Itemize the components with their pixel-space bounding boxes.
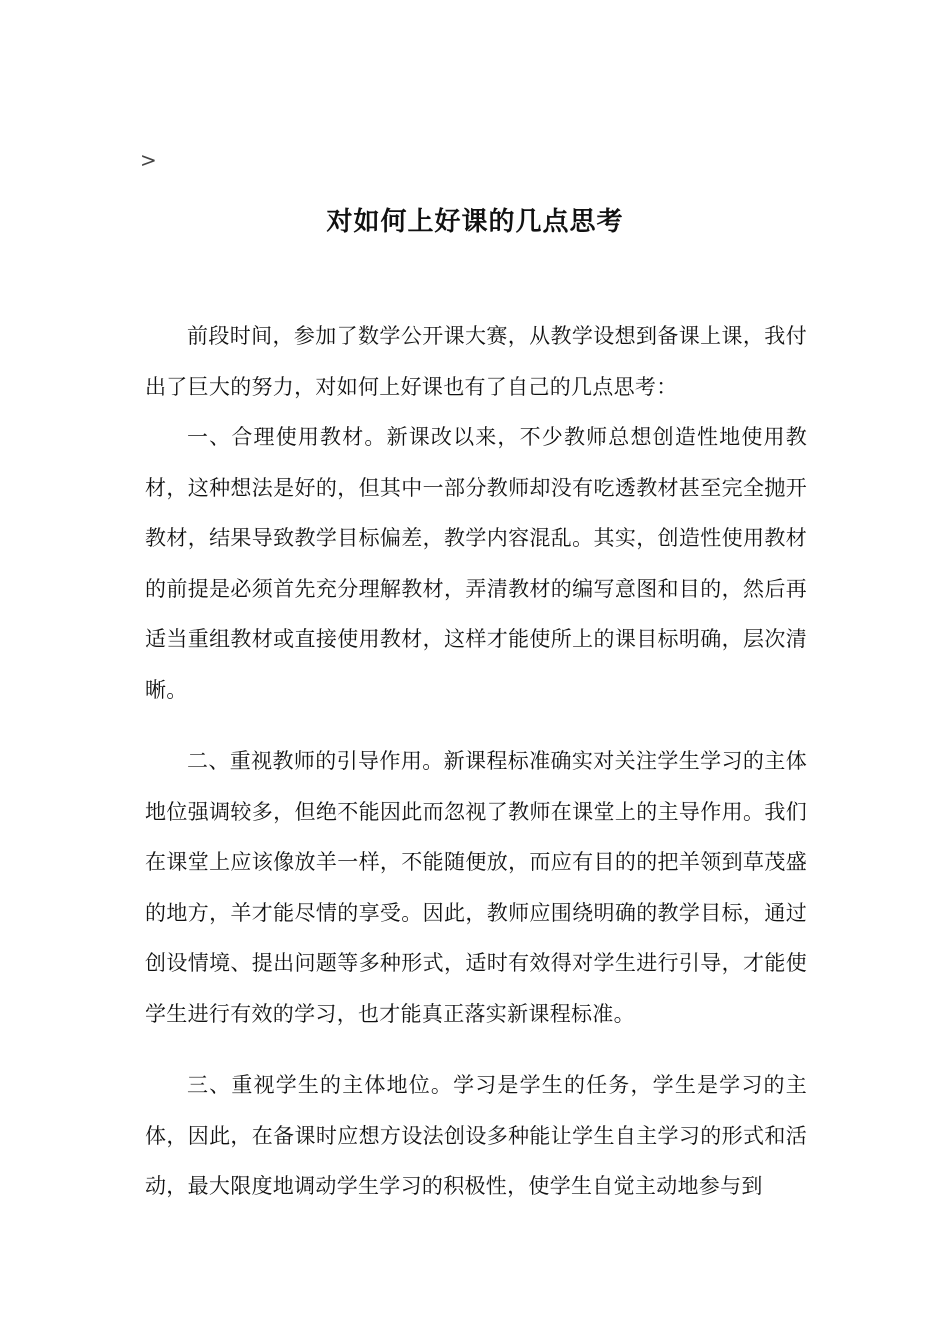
section-2-paragraph: 二、重视教师的引导作用。新课程标准确实对关注学生学习的主体地位强调较多，但绝不能因此而忽视了教师在课堂上的主导作用。我们在课堂上应该像放羊一样，不能随便放，而应有目的的把羊领到草茂盛的地方，羊才能尽情的享受。因此，教师应围绕明确的教学目标，通过创设情境、提出问题等多种形式，适时有效得对学生进行引导，才能使学生进行有效的学习，也才能真正落实新课程标准。: [145, 749, 807, 1026]
chevron-right-icon: >: [140, 148, 157, 172]
intro-paragraph: 前段时间，参加了数学公开课大赛，从教学设想到备课上课，我付出了巨大的努力，对如何上好课也有了自己的几点思考：: [145, 324, 807, 399]
document-body: [145, 311, 807, 1212]
document-title: 对如何上好课的几点思考: [326, 207, 624, 237]
section-3-paragraph: 三、重视学生的主体地位。学习是学生的任务，学生是学习的主体，因此，在备课时应想方设法创设多种能让学生自主学习的形式和活动，最大限度地调动学生学习的积极性，使学生自觉主动地参与到: [145, 1073, 807, 1198]
section-1-paragraph: 一、合理使用教材。新课改以来，不少教师总想创造性地使用教材，这种想法是好的，但其中一部分教师却没有吃透教材甚至完全抛开教材，结果导致教学目标偏差，教学内容混乱。其实，创造性使用教材的前提是必须首先充分理解教材，弄清教材的编写意图和目的，然后再适当重组教材或直接使用教材，这样才能使所上的课目标明确，层次清晰。: [145, 425, 807, 702]
